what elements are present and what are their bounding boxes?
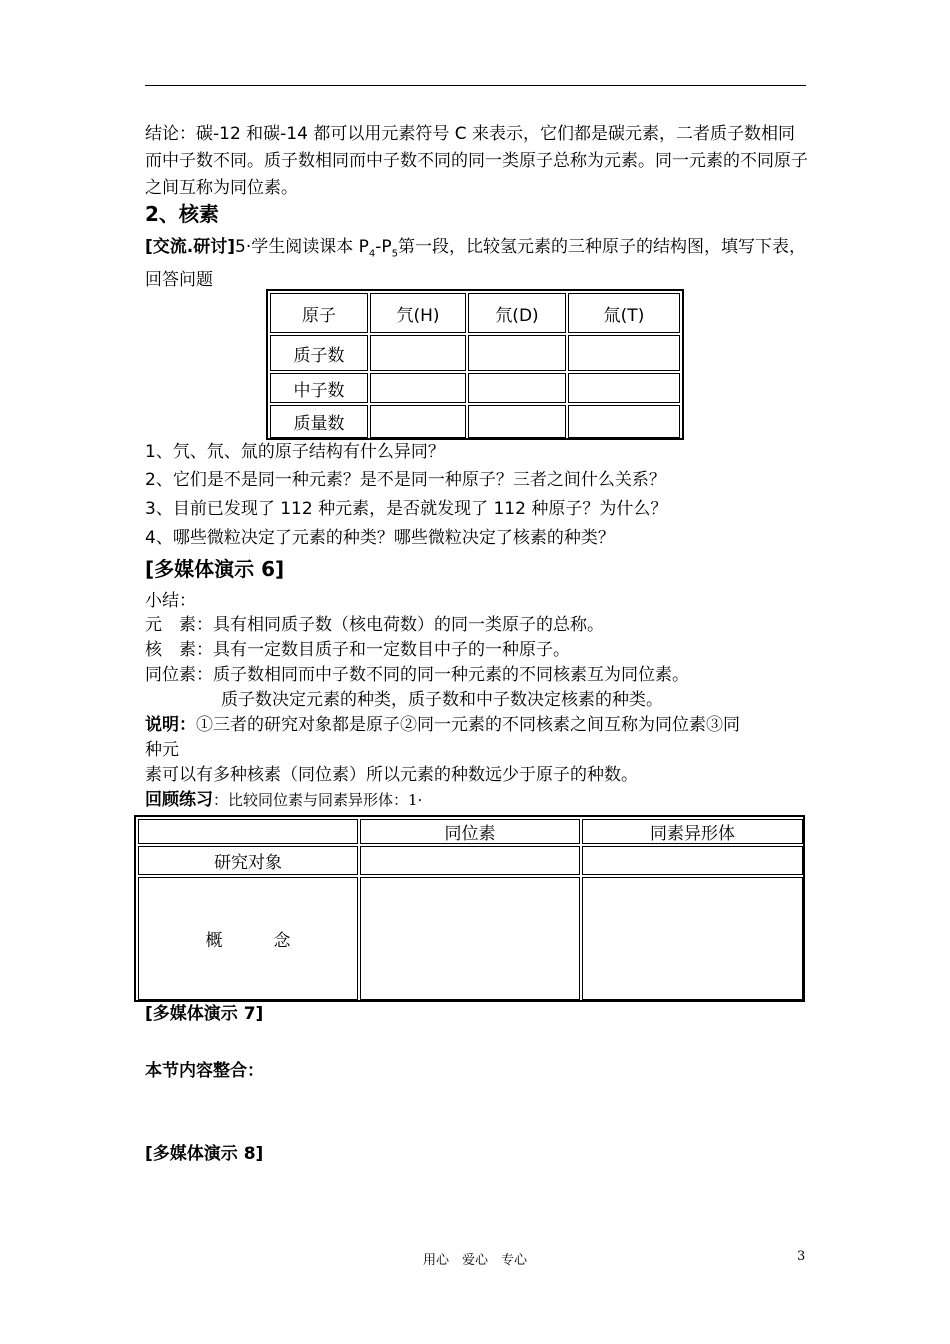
table-header-cell: 氚(T) <box>568 293 680 333</box>
table-header-cell <box>138 819 358 844</box>
table-cell <box>468 405 566 438</box>
table-cell <box>468 373 566 403</box>
question-item: 3、目前已发现了 112 种元素，是否就发现了 112 种原子？为什么？ <box>145 499 668 519</box>
isotope-allotrope-table <box>134 815 805 1002</box>
exchange-paragraph: [交流.研讨]5·学生阅读课本 $P_4-P_5$第一段，比较氢元素的三种原子的结构图，填写下表，回答问题 <box>145 237 807 291</box>
note-line: 种元 <box>145 740 179 760</box>
review-label: 回顾练习 <box>145 790 213 810</box>
summary-line: 核 素：具有一定数目质子和一定数目中子的一种原子。 <box>145 640 570 660</box>
hydrogen-isotope-table <box>266 289 684 440</box>
table-header-cell: 同位素 <box>360 819 580 844</box>
summary-line: 同位素：质子数相同而中子数不同的同一种元素的不同核素互为同位素。 <box>145 665 689 685</box>
summary-line: 元 素：具有相同质子数（核电荷数）的同一类原子的总称。 <box>145 615 604 635</box>
note-line: 说明：①三者的研究对象都是原子②同一元素的不同核素之间互称为同位素③同 <box>145 715 740 735</box>
table-cell <box>468 335 566 371</box>
question-item: 2、它们是不是同一种元素？是不是同一种原子？三者之间什么关系？ <box>145 470 666 490</box>
table-cell <box>370 373 466 403</box>
table-row-label: 质子数 <box>270 335 368 371</box>
table-header-cell: 同素异形体 <box>582 819 803 844</box>
table-cell <box>582 877 803 1000</box>
table-cell <box>360 877 580 1000</box>
question-item: 4、哪些微粒决定了元素的种类？哪些微粒决定了核素的种类？ <box>145 528 615 548</box>
summary-line: 质子数决定元素的种类，质子数和中子数决定核素的种类。 <box>221 690 663 710</box>
note-label: 说明： <box>145 715 196 735</box>
table-header-cell: 氘(D) <box>468 293 566 333</box>
table-cell <box>370 405 466 438</box>
table-cell <box>582 846 803 875</box>
exchange-tag: [交流.研讨] <box>145 237 235 257</box>
conclusion-paragraph: 结论：碳-12 和碳-14 都可以用元素符号 C 来表示，它们都是碳元素，二者质子数相同而中子数不同。质子数相同而中子数不同的同一类原子总称为元素。同一元素的不同原子之间互称为同位素。 <box>145 124 808 198</box>
header-rule <box>145 85 806 86</box>
table-row-label: 中子数 <box>270 373 368 403</box>
table-row-label: 概 念 <box>138 877 358 1000</box>
section-title-nuclide: 2、核素 <box>145 202 219 226</box>
multimedia-demo-8: [多媒体演示 8] <box>145 1144 264 1164</box>
page-number: 3 <box>797 1249 806 1264</box>
summary-label: 小结： <box>145 591 196 611</box>
table-cell <box>568 335 680 371</box>
table-cell <box>568 405 680 438</box>
table-row-label: 研究对象 <box>138 846 358 875</box>
table-row-label: 质量数 <box>270 405 368 438</box>
question-item: 1、氕、氘、氚的原子结构有什么异同？ <box>145 442 445 462</box>
page-footer: 用心 爱心 专心 <box>422 1253 527 1268</box>
integration-heading: 本节内容整合： <box>145 1061 264 1081</box>
review-line: 回顾练习：比较同位素与同素异形体：1· <box>145 790 423 810</box>
table-header-cell: 氕(H) <box>370 293 466 333</box>
multimedia-demo-6: [多媒体演示 6] <box>145 557 285 581</box>
table-cell <box>370 335 466 371</box>
table-cell <box>360 846 580 875</box>
multimedia-demo-7: [多媒体演示 7] <box>145 1004 264 1024</box>
table-cell <box>568 373 680 403</box>
table-header-cell: 原子 <box>270 293 368 333</box>
note-line: 素可以有多种核素（同位素）所以元素的种数远少于原子的种数。 <box>145 765 638 785</box>
